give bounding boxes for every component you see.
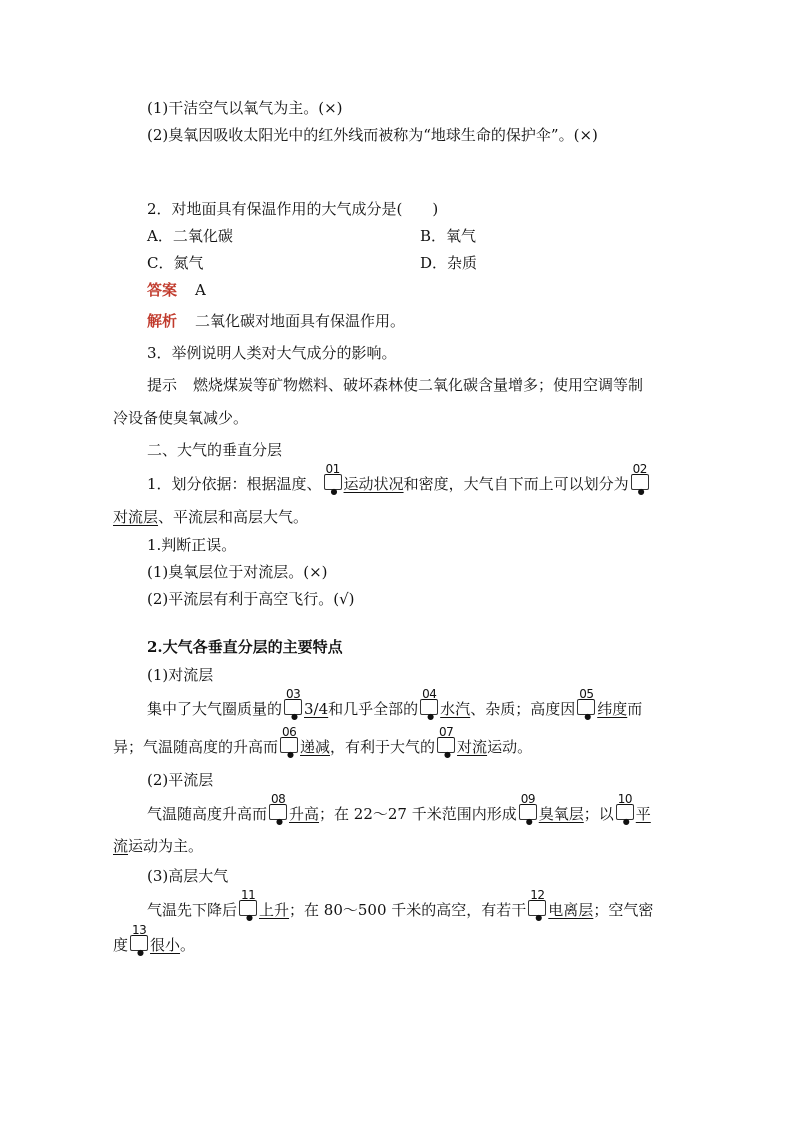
blank-dot: ● bbox=[584, 712, 592, 721]
question-2-stem: 2．对地面具有保温作用的大气成分是( ) bbox=[147, 200, 439, 218]
text: ；在 80～500 千米的高空，有若干 bbox=[289, 901, 527, 919]
blank-dot: ● bbox=[444, 750, 452, 759]
answer-13: 很小 bbox=[150, 936, 181, 954]
troposphere-line-2 bbox=[113, 725, 533, 759]
blank-number: 03 bbox=[286, 687, 301, 701]
answer-10-part-2: 流 bbox=[113, 837, 129, 855]
blank-dot: ● bbox=[637, 487, 645, 496]
features-title: 2.大气各垂直分层的主要特点 bbox=[147, 638, 343, 656]
blank-number: 09 bbox=[520, 792, 536, 806]
hint-label: 提示 bbox=[147, 376, 178, 394]
blank-03 bbox=[284, 687, 302, 721]
option-a: A．二氧化碳 bbox=[147, 227, 233, 245]
text: 度 bbox=[113, 936, 129, 954]
text: 、杂质；高度因 bbox=[470, 700, 576, 718]
stratosphere-title: (2)平流层 bbox=[147, 771, 214, 789]
hint-text-1: 燃烧煤炭等矿物燃料、破坏森林使二氧化碳含量增多；使用空调等制 bbox=[193, 376, 644, 394]
option-b: B．氧气 bbox=[420, 227, 477, 245]
text: 集中了大气圈质量的 bbox=[147, 700, 283, 718]
upper-atmosphere-line-1 bbox=[147, 888, 654, 922]
blank-dot: ● bbox=[535, 913, 543, 922]
blank-02 bbox=[631, 462, 649, 496]
text: ；在 22～27 千米范围内形成 bbox=[319, 805, 517, 823]
text: 异；气温随高度的升高而 bbox=[113, 738, 279, 756]
answer-05: 纬度 bbox=[597, 700, 628, 718]
judge-item-2: (2)臭氧因吸收太阳光中的红外线而被称为“地球生命的保护伞”。(×) bbox=[147, 126, 598, 144]
blank-dot: ● bbox=[525, 817, 533, 826]
troposphere-title: (1)对流层 bbox=[147, 666, 214, 684]
text: 和几乎全部的 bbox=[328, 700, 419, 718]
answer-08: 升高 bbox=[289, 805, 320, 823]
answer-06: 递减 bbox=[300, 738, 331, 756]
answer-12: 电离层 bbox=[548, 901, 594, 919]
basis-line-2 bbox=[113, 507, 308, 527]
answer-02: 对流层 bbox=[113, 508, 159, 526]
text: 而 bbox=[627, 700, 643, 718]
answer-03: 3/4 bbox=[304, 700, 329, 718]
blank-08 bbox=[269, 792, 287, 826]
basis-text-b: 和密度，大气自下而上可以划分为 bbox=[403, 475, 629, 493]
answer-value: A bbox=[195, 281, 206, 299]
answer-09: 臭氧层 bbox=[538, 805, 584, 823]
blank-number: 01 bbox=[325, 462, 340, 476]
blank-dot: ● bbox=[427, 712, 435, 721]
analysis-label: 解析 bbox=[147, 312, 178, 330]
blank-dot: ● bbox=[246, 913, 253, 922]
blank-13 bbox=[130, 923, 148, 957]
blank-number: 08 bbox=[271, 792, 286, 806]
blank-number: 12 bbox=[530, 888, 545, 902]
blank-number: 05 bbox=[579, 687, 594, 701]
answer-01: 运动状况 bbox=[343, 475, 404, 493]
hint-line-1 bbox=[147, 375, 643, 395]
judge-2-item-2: (2)平流层有利于高空飞行。(√) bbox=[147, 590, 355, 608]
judge-item-1: (1)干洁空气以氧气为主。(×) bbox=[147, 99, 343, 117]
blank-dot: ● bbox=[276, 817, 283, 826]
blank-number: 13 bbox=[132, 923, 147, 937]
blank-number: 02 bbox=[632, 462, 647, 476]
blank-dot: ● bbox=[291, 712, 298, 721]
blank-11 bbox=[239, 888, 257, 922]
answer-04: 水汽 bbox=[440, 700, 471, 718]
text: ，有利于大气的 bbox=[330, 738, 436, 756]
blank-number: 11 bbox=[241, 888, 256, 902]
blank-10 bbox=[616, 792, 634, 826]
text: ；以 bbox=[583, 805, 614, 823]
blank-number: 07 bbox=[439, 725, 454, 739]
answer-07: 对流 bbox=[457, 738, 488, 756]
answer-label: 答案 bbox=[147, 281, 178, 299]
judge-2-item-1: (1)臭氧层位于对流层。(×) bbox=[147, 563, 328, 581]
text: 运动。 bbox=[487, 738, 533, 756]
option-c: C．氮气 bbox=[147, 254, 204, 272]
blank-number: 10 bbox=[617, 792, 633, 806]
analysis-text: 二氧化碳对地面具有保温作用。 bbox=[195, 312, 406, 330]
blank-dot: ● bbox=[622, 817, 630, 826]
judge-title: 1.判断正误。 bbox=[147, 536, 237, 554]
option-d: D．杂质 bbox=[420, 254, 478, 272]
blank-number: 06 bbox=[282, 725, 297, 739]
answer-10-part-1: 平 bbox=[635, 805, 651, 823]
analysis-line bbox=[147, 311, 405, 331]
troposphere-line-1 bbox=[147, 687, 643, 721]
text: 。 bbox=[180, 936, 196, 954]
basis-line-1 bbox=[147, 462, 651, 496]
blank-06 bbox=[280, 725, 298, 759]
text: 气温先下降后 bbox=[147, 901, 238, 919]
upper-atmosphere-line-2 bbox=[113, 923, 196, 957]
blank-dot: ● bbox=[137, 948, 144, 957]
text: ；空气密 bbox=[593, 901, 654, 919]
blank-dot: ● bbox=[330, 487, 338, 496]
blank-dot: ● bbox=[287, 750, 294, 759]
answer-11: 上升 bbox=[259, 901, 290, 919]
upper-atmosphere-title: (3)高层大气 bbox=[147, 867, 229, 885]
basis-text-a: 1．划分依据：根据温度、 bbox=[147, 475, 322, 493]
blank-09 bbox=[519, 792, 537, 826]
text: 运动为主。 bbox=[128, 837, 204, 855]
blank-05 bbox=[577, 687, 595, 721]
basis-text-c: 、平流层和高层大气。 bbox=[158, 508, 309, 526]
answer-line bbox=[147, 280, 206, 300]
blank-12 bbox=[528, 888, 546, 922]
blank-07 bbox=[437, 725, 455, 759]
text: 气温随高度升高而 bbox=[147, 805, 268, 823]
blank-04 bbox=[420, 687, 438, 721]
stratosphere-line-2 bbox=[113, 836, 203, 856]
blank-01 bbox=[324, 462, 342, 496]
question-3-stem: 3．举例说明人类对大气成分的影响。 bbox=[147, 344, 397, 362]
section-2-title: 二、大气的垂直分层 bbox=[147, 441, 283, 459]
hint-line-2: 冷设备使臭氧减少。 bbox=[113, 409, 249, 427]
stratosphere-line-1 bbox=[147, 792, 651, 826]
blank-number: 04 bbox=[422, 687, 437, 701]
